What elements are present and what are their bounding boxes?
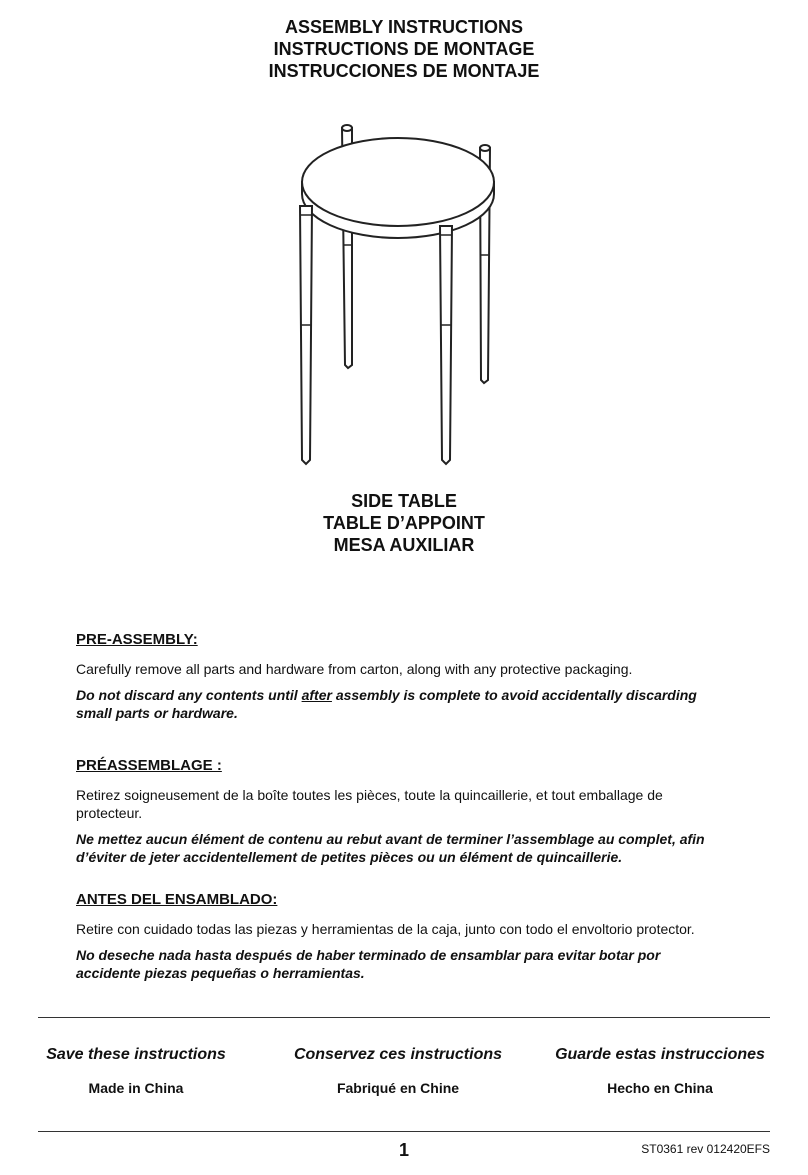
product-name-english: SIDE TABLE	[351, 491, 457, 511]
preassembly-english-heading: PRE-ASSEMBLY:	[76, 631, 198, 648]
side-table-illustration	[290, 120, 510, 475]
save-instructions-spanish: Guarde estas instrucciones	[555, 1046, 765, 1063]
product-name-french: TABLE D’APPOINT	[323, 513, 485, 533]
title-french: INSTRUCTIONS DE MONTAGE	[273, 39, 535, 59]
preassembly-spanish-heading: ANTES DEL ENSAMBLADO:	[76, 891, 278, 908]
product-name	[0, 490, 808, 556]
footer-divider-bottom	[38, 1131, 770, 1132]
made-in-french: Fabriqué en Chine	[336, 1080, 460, 1096]
preassembly-french-body: Retirez soigneusement de la boîte toutes les pièces, toute la quincaillerie, et tout emballage de protecteur.	[76, 787, 663, 821]
footer-column-french	[282, 1045, 514, 1097]
preassembly-spanish-section	[76, 890, 726, 990]
preassembly-spanish-warning: No deseche nada hasta después de haber terminado de ensamblar para evitar botar por accidente piezas pequeñas o herramientas.	[76, 947, 661, 981]
document-code: ST0361 rev 012420EFS	[641, 1142, 770, 1156]
title-spanish: INSTRUCCIONES DE MONTAJE	[268, 61, 540, 81]
preassembly-english-section	[76, 630, 726, 730]
footer-column-spanish	[544, 1045, 776, 1097]
made-in-spanish: Hecho en China	[607, 1080, 713, 1096]
preassembly-spanish-body: Retire con cuidado todas las piezas y herramientas de la caja, junto con todo el envoltorio protector.	[76, 921, 695, 937]
made-in-english: Made in China	[88, 1080, 184, 1096]
product-name-spanish: MESA AUXILIAR	[333, 535, 475, 555]
warning-text-after: assembly is complete to avoid accidentally discarding small parts or hardware.	[76, 687, 697, 721]
save-instructions-english: Save these instructions	[46, 1046, 226, 1063]
footer-column-english	[28, 1045, 244, 1097]
page-number: 1	[398, 1140, 409, 1160]
warning-emphasis: after	[301, 687, 332, 703]
warning-text-before: Do not discard any contents until	[76, 687, 302, 703]
preassembly-french-warning: Ne mettez aucun élément de contenu au rebut avant de terminer l’assemblage au complet, afin d’éviter de jeter accidentellement de petites pièces ou un élément de quincaillerie.	[76, 831, 705, 865]
preassembly-french-heading: PRÉASSEMBLAGE :	[76, 757, 222, 774]
preassembly-english-warning	[76, 686, 726, 722]
preassembly-english-body: Carefully remove all parts and hardware from carton, along with any protective packaging.	[76, 661, 633, 677]
preassembly-french-section	[76, 756, 726, 874]
document-title	[0, 16, 808, 82]
save-instructions-french: Conservez ces instructions	[293, 1046, 503, 1063]
footer-divider-top	[38, 1017, 770, 1018]
title-english: ASSEMBLY INSTRUCTIONS	[284, 17, 524, 37]
